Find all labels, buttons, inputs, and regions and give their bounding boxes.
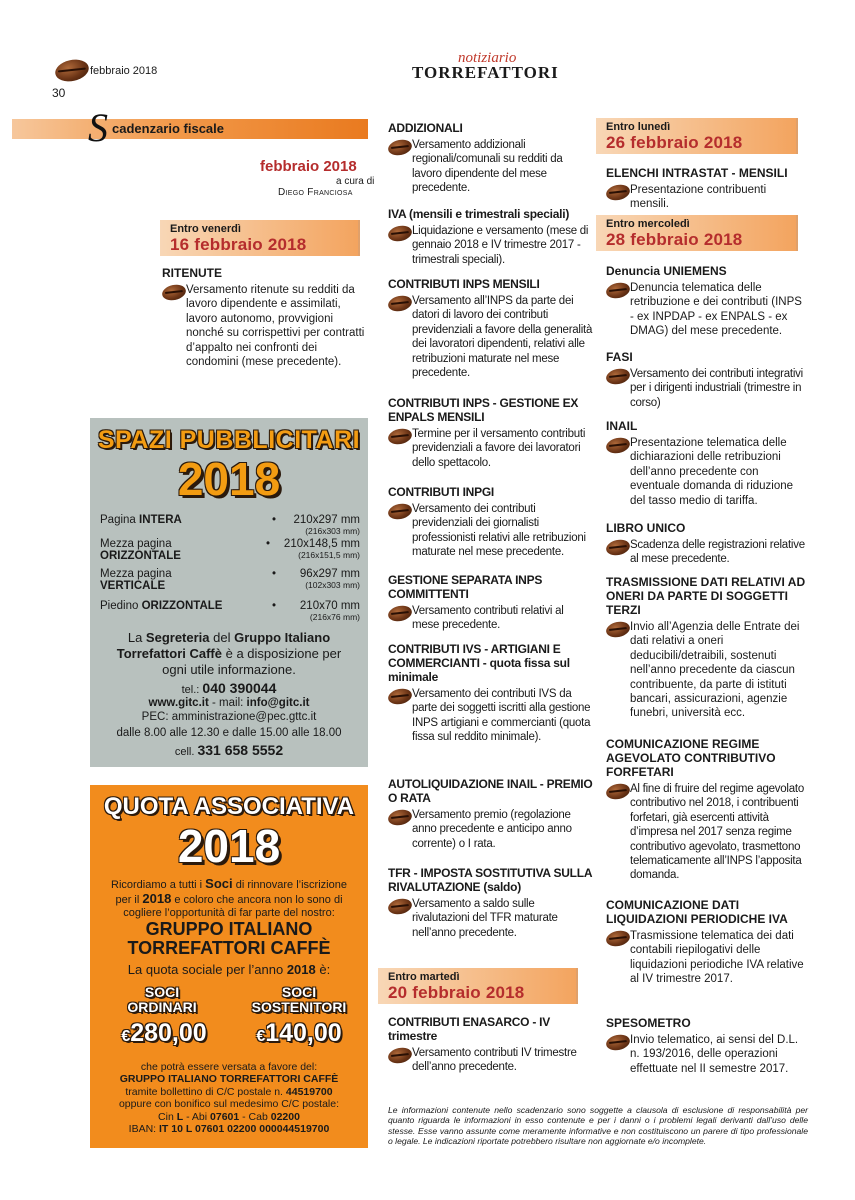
ordinary-fee: €280,00: [121, 1019, 207, 1047]
ordinary-members-label: SOCI ORDINARI: [127, 984, 197, 1015]
entry-heading: FASI: [606, 350, 633, 364]
entry-heading: CONTRIBUTI INPS MENSILI: [388, 277, 540, 291]
entry-text: Presentazione contribuenti mensili.: [606, 183, 806, 212]
entry-uniemens: [606, 264, 806, 339]
entry-heading: COMUNICAZIONE REGIME AGEVOLATO CONTRIBUTIVO FORFETARI: [606, 737, 776, 779]
entry-ritenute: [162, 266, 370, 369]
entry-text: Versamento dei contributi integrativi per i dirigenti industriali (trimestre in corso): [606, 367, 806, 410]
entry-heading: CONTRIBUTI INPS - GESTIONE EX ENPALS MENSILI: [388, 396, 579, 424]
section-title: cadenzario fiscale: [112, 121, 224, 136]
entry-heading: LIBRO UNICO: [606, 521, 686, 535]
coffee-bean-icon: [605, 183, 632, 203]
entry-intrastat: [606, 166, 806, 212]
entry-heading: INAIL: [606, 419, 638, 433]
ad-spaces-year: 2018: [177, 453, 281, 505]
entry-heading: Denuncia UNIEMENS: [606, 264, 727, 278]
coffee-bean-icon: [387, 897, 414, 917]
brand-title: TORREFATTORI: [412, 63, 559, 82]
coffee-bean-icon: [387, 502, 414, 522]
entry-text: Invio all’Agenzia delle Entrate dei dati relativi a oneri deducibili/detraibili, sostenuti nell’anno precedente da ciascun contribuente, da parte di istituti bancari, assicurazioni, agenzie funebri, università ecc.: [606, 620, 806, 721]
entry-enpals: [388, 396, 593, 470]
payment-info: che potrà essere versata a favore del: GRUPPO ITALIANO TORREFATTORI CAFFÈ tramite bollettino di C/C postale n. 44519700 oppure con bonifico sul medesimo C/C postale: Cin L - Abi 07601 - Cab 02200 IBAN: IT 10 L 07601 02200 000044519700: [118, 1061, 340, 1136]
entry-heading: CONTRIBUTI INPGI: [388, 485, 494, 499]
entry-text: Presentazione telematica delle dichiarazioni delle retribuzioni dell’anno precedente con eventuale domanda di riduzione del tasso medio di tariffa.: [606, 436, 806, 508]
entry-heading: TFR - IMPOSTA SOSTITUTIVA SULLA RIVALUTAZIONE (saldo): [388, 866, 592, 894]
entry-heading: COMUNICAZIONE DATI LIQUIDAZIONI PERIODICHE IVA: [606, 898, 788, 926]
entry-text: Al fine di fruire del regime agevolato contributivo nel 2018, i contribuenti forfetari, già esercenti attività d’impresa nel 2017 senza regime contributivo agevolato, trasmettono telematicamente all’INPS l’apposita domanda.: [606, 782, 806, 883]
entry-ivs: [388, 642, 593, 745]
entry-spesometro: [606, 1016, 806, 1076]
entry-text: Versamento addizionali regionali/comunali su redditi da lavoro dipendente del mese precedente.: [388, 138, 593, 196]
deadline-weekday: Entro mercoledì: [606, 218, 690, 230]
entry-heading: GESTIONE SEPARATA INPS COMMITTENTI: [388, 573, 543, 601]
entry-text: Versamento ritenute su redditi da lavoro dipendente e assimilati, lavoro autonomo, provvigioni nonché su corrispettivi per contratti d’appalto nei confronti dei condomini (mese precedente).: [162, 283, 370, 369]
coffee-bean-icon: [605, 281, 632, 301]
coffee-bean-icon: [387, 224, 414, 244]
header-month: febbraio 2018: [90, 65, 158, 77]
deadline-header-20: [378, 968, 578, 1004]
section-month: febbraio 2018: [260, 158, 357, 175]
coffee-bean-icon: [387, 808, 414, 828]
supporting-fee: €140,00: [256, 1019, 342, 1047]
contact-pec: PEC: amministrazione@pec.gttc.it: [141, 711, 317, 723]
contact-intro: La Segreteria del Gruppo Italiano Torrefattori Caffè è a disposizione per ogni utile informazione.: [116, 630, 342, 677]
entry-heading: RITENUTE: [162, 266, 222, 280]
author-name: Diego Franciosa: [278, 187, 353, 198]
entry-gestione-separata: [388, 573, 593, 633]
entry-regime-forfetari: [606, 737, 806, 883]
entry-heading: IVA (mensili e trimestrali speciali): [388, 207, 570, 221]
deadline-header-26: [596, 118, 798, 154]
entry-text: Trasmissione telematica dei dati contabili riepilogativi delle liquidazioni periodiche IVA relative al IV trimestre 2017.: [606, 929, 806, 987]
office-hours: dalle 8.00 alle 12.30 e dalle 15.00 alle 18.00: [116, 727, 342, 739]
membership-intro: Ricordiamo a tutti i Soci di rinnovare l’iscrizione per il 2018 e coloro che ancora non lo sono di cogliere l’opportunità di far parte del nostro:: [111, 876, 347, 919]
coffee-bean-icon: [387, 1046, 414, 1066]
entry-iva: [388, 207, 593, 267]
entry-fasi: [606, 350, 806, 410]
entry-text: Versamento dei contributi IVS da parte dei soggetti iscritti alla gestione INPS artigiani e commercianti (quota fissa sul reddito minimale).: [388, 687, 593, 745]
coffee-bean-icon: [161, 283, 188, 303]
entry-inpgi: [388, 485, 593, 560]
entry-heading: AUTOLIQUIDAZIONE INAIL - PREMIO O RATA: [388, 777, 593, 805]
contact-cell: cell. 331 658 5552: [174, 742, 284, 758]
entry-heading: SPESOMETRO: [606, 1016, 691, 1030]
fee-intro: La quota sociale per l’anno 2018 è:: [127, 962, 331, 977]
coffee-bean-icon: [605, 436, 632, 456]
entry-oneri-terzi: [606, 575, 806, 721]
membership-fee-box: [90, 785, 368, 1148]
coffee-bean-icon: [605, 782, 632, 802]
entry-inail-autoliquidazione: [388, 777, 593, 851]
deadline-header-16: [160, 220, 360, 256]
entry-heading: CONTRIBUTI ENASARCO - IV trimestre: [388, 1015, 550, 1043]
contact-phone: tel.: 040 390044: [181, 680, 277, 696]
membership-year: 2018: [177, 820, 281, 872]
deadline-weekday: Entro martedì: [388, 971, 460, 983]
page-number: 30: [52, 86, 66, 100]
entry-addizionali: [388, 121, 593, 196]
entry-heading: CONTRIBUTI IVS - ARTIGIANI E COMMERCIANTI - quota fissa sul minimale: [388, 642, 570, 684]
coffee-bean-icon: [387, 687, 414, 707]
entry-text: Scadenza delle registrazioni relative al mese precedente.: [606, 538, 806, 567]
entry-text: Versamento a saldo sulle rivalutazioni del TFR maturate nell’anno precedente.: [388, 897, 593, 940]
ad-spaces-title: SPAZI PUBBLICITARI: [97, 426, 361, 454]
coffee-bean-icon: [605, 1033, 632, 1053]
entry-text: Termine per il versamento contributi previdenziali a favore dei lavoratori dello spettacolo.: [388, 427, 593, 470]
coffee-bean-icon: [605, 929, 632, 949]
entry-enasarco: [388, 1015, 593, 1075]
ad-spaces-box: SPAZI PUBBLICITARI 2018 Pagina INTERA • 210x297 mm (216x303 mm) Mezza pagina ORIZZONTALE • 210x148,5 mm (216x151,5 mm) Mezza pagina VERTICALE • 96x297 mm (102x303 mm) Piedino ORIZZONTALE • 210x70 mm (216x76 mm) La Segreteria del Gruppo Italiano Torrefattori Caffè è a disposizione per ogni utile informazione. tel.: 040 390044 www.gitc.it - mail: info@gitc.it PEC: amministrazione@pec.gttc.it dalle 8.00 alle 12.30 e dalle 15.00 alle 18.00 cell. 331 658 5552: [90, 418, 368, 767]
coffee-bean-icon: [605, 620, 632, 640]
supporting-members-label: SOCI SOSTENITORI: [251, 984, 347, 1015]
coffee-bean-icon: [387, 604, 414, 624]
entry-text: Liquidazione e versamento (mese di gennaio 2018 e IV trimestre 2017 - trimestrali speciali).: [388, 224, 593, 267]
entry-text: Versamento contributi IV trimestre dell’anno precedente.: [388, 1046, 593, 1075]
website-link[interactable]: www.gitc.it: [148, 697, 209, 709]
coffee-bean-icon: [387, 427, 414, 447]
contact-web-mail: www.gitc.it - mail: info@gitc.it: [148, 697, 310, 709]
entry-text: Denuncia telematica delle retribuzione e dei contributi (INPS - ex INPDAP - ex ENPALS - ex DMAG) del mese precedente.: [606, 281, 806, 339]
coffee-bean-icon: [387, 138, 414, 158]
entry-liquidazioni-iva: [606, 898, 806, 987]
coffee-bean-icon: [387, 294, 414, 314]
brand-subtitle: notiziario: [458, 50, 517, 66]
membership-title: QUOTA ASSOCIATIVA: [103, 793, 355, 820]
entry-text: Invio telematico, ai sensi del D.L. n. 193/2016, delle operazioni effettuate nel II semestre 2017.: [606, 1033, 806, 1076]
entry-libro-unico: [606, 521, 806, 567]
entry-tfr: [388, 866, 593, 940]
deadline-date: 26 febbraio 2018: [606, 133, 743, 152]
disclaimer: Le informazioni contenute nello scadenzario sono soggette a clausola di esclusione di responsabilità per quanto riguarda le informazioni in esso contenute e per i danni o i problemi legali derivanti dall’uso delle stesse. Esse vanno assunte come meramente informative e non costituiscono un parere di tipo professionale o legale. Le indicazioni riportate potrebbero risultare non aggiornate e/o incomplete.: [388, 1105, 808, 1147]
group-name: GRUPPO ITALIANO TORREFATTORI CAFFÈ: [127, 919, 331, 958]
deadline-date: 20 febbraio 2018: [388, 983, 525, 1002]
entry-text: Versamento dei contributi previdenziali dei giornalisti professionisti relativi alle retribuzioni maturate nel mese precedente.: [388, 502, 593, 560]
entry-inail: [606, 419, 806, 508]
entry-text: Versamento contributi relativi al mese precedente.: [388, 604, 593, 633]
deadline-weekday: Entro venerdì: [170, 223, 241, 235]
entry-text: Versamento premio (regolazione anno precedente e anticipo anno corrente) o I rata.: [388, 808, 593, 851]
section-title-initial: S: [88, 105, 108, 150]
entry-inps-mensili: [388, 277, 593, 380]
entry-heading: TRASMISSIONE DATI RELATIVI AD ONERI DA PARTE DI SOGGETTI TERZI: [606, 575, 806, 617]
coffee-bean-icon: [53, 57, 91, 85]
deadline-date: 28 febbraio 2018: [606, 230, 743, 249]
entry-heading: ELENCHI INTRASTAT - MENSILI: [606, 166, 788, 180]
entry-text: Versamento all’INPS da parte dei datori di lavoro dei contributi previdenziali a favore della generalità dei lavoratori dipendenti, relativi alle retribuzioni maturate nel mese precedente.: [388, 294, 593, 380]
deadline-weekday: Entro lunedì: [606, 121, 671, 133]
curated-by-label: a cura di: [336, 176, 375, 187]
email-link[interactable]: info@gitc.it: [246, 697, 310, 709]
deadline-header-28: [596, 215, 798, 251]
coffee-bean-icon: [605, 367, 632, 387]
coffee-bean-icon: [605, 538, 632, 558]
entry-heading: ADDIZIONALI: [388, 121, 463, 135]
deadline-date: 16 febbraio 2018: [170, 235, 307, 254]
